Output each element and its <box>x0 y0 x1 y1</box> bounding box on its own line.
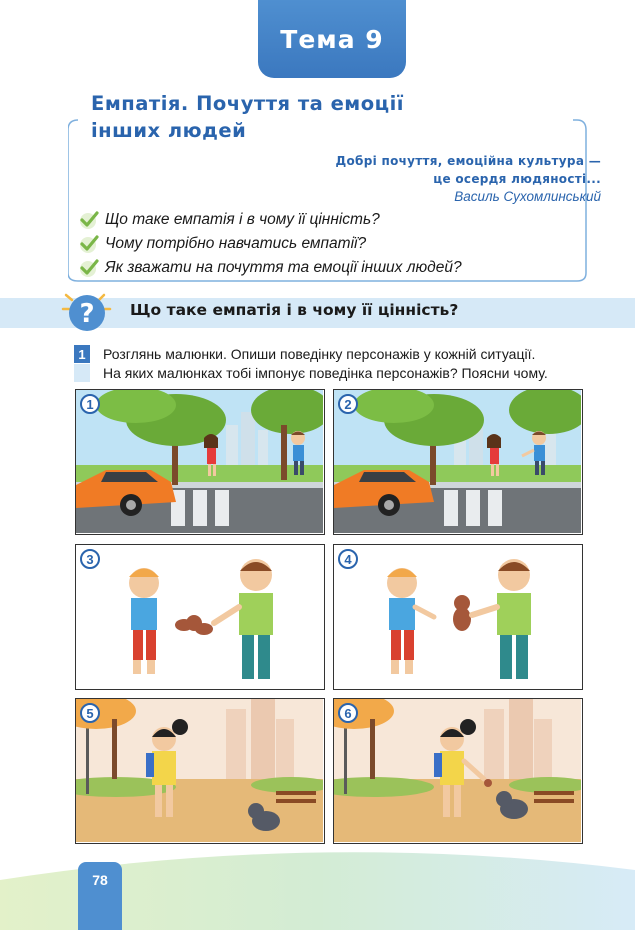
epigraph <box>241 152 601 206</box>
lesson-title-line2: інших людей <box>91 119 247 142</box>
picture-2 <box>333 389 583 535</box>
picture-1 <box>75 389 325 535</box>
task-line1: Розглянь малюнки. Опиши поведінку персонажів у кожній ситуації. <box>103 346 536 362</box>
key-questions-list <box>78 208 558 280</box>
key-question-item <box>78 208 558 232</box>
picture-number-badge: 3 <box>80 549 100 569</box>
lesson-title-line1: Емпатія. Почуття та емоції <box>91 92 404 115</box>
teddy-bear-scene-illustration <box>76 545 323 688</box>
task-line2: На яких малюнках тобі імпонує поведінка персонажів? Поясни чому. <box>103 365 548 381</box>
key-question-item <box>78 256 558 280</box>
question-mark-icon <box>60 289 116 337</box>
svg-text:?: ? <box>79 299 95 329</box>
key-question-item <box>78 232 558 256</box>
picture-5 <box>75 698 325 844</box>
epigraph-line1: Добрі почуття, емоційна культура — <box>335 154 601 168</box>
topic-tab: Тема 9 <box>258 0 406 78</box>
picture-6 <box>333 698 583 844</box>
checkmark-icon <box>78 257 100 279</box>
park-scene-illustration <box>334 699 581 842</box>
task-number-shadow <box>74 364 90 382</box>
checkmark-icon <box>78 233 100 255</box>
epigraph-author: Василь Сухомлинський <box>454 189 601 204</box>
picture-number-badge: 4 <box>338 549 358 569</box>
picture-number-badge: 5 <box>80 703 100 723</box>
picture-number-badge: 1 <box>80 394 100 414</box>
street-scene-illustration <box>334 390 581 533</box>
picture-number-badge: 2 <box>338 394 358 414</box>
picture-number-badge: 6 <box>338 703 358 723</box>
task-number: 1 <box>74 345 90 363</box>
epigraph-line2: це осердя людяності... <box>433 172 601 186</box>
page-number: 78 <box>78 862 122 930</box>
picture-4 <box>333 544 583 690</box>
checkmark-icon <box>78 209 100 231</box>
key-question-text: Що таке емпатія і в чому її цінність? <box>105 211 380 228</box>
section-title: Що таке емпатія і в чому її цінність? <box>130 301 459 319</box>
key-question-text: Як зважати на почуття та емоції інших людей? <box>105 259 462 276</box>
teddy-bear-scene-illustration <box>334 545 581 688</box>
task-instruction <box>103 345 593 383</box>
park-scene-illustration <box>76 699 323 842</box>
street-scene-illustration <box>76 390 323 533</box>
key-question-text: Чому потрібно навчатись емпатії? <box>105 235 367 252</box>
picture-3 <box>75 544 325 690</box>
